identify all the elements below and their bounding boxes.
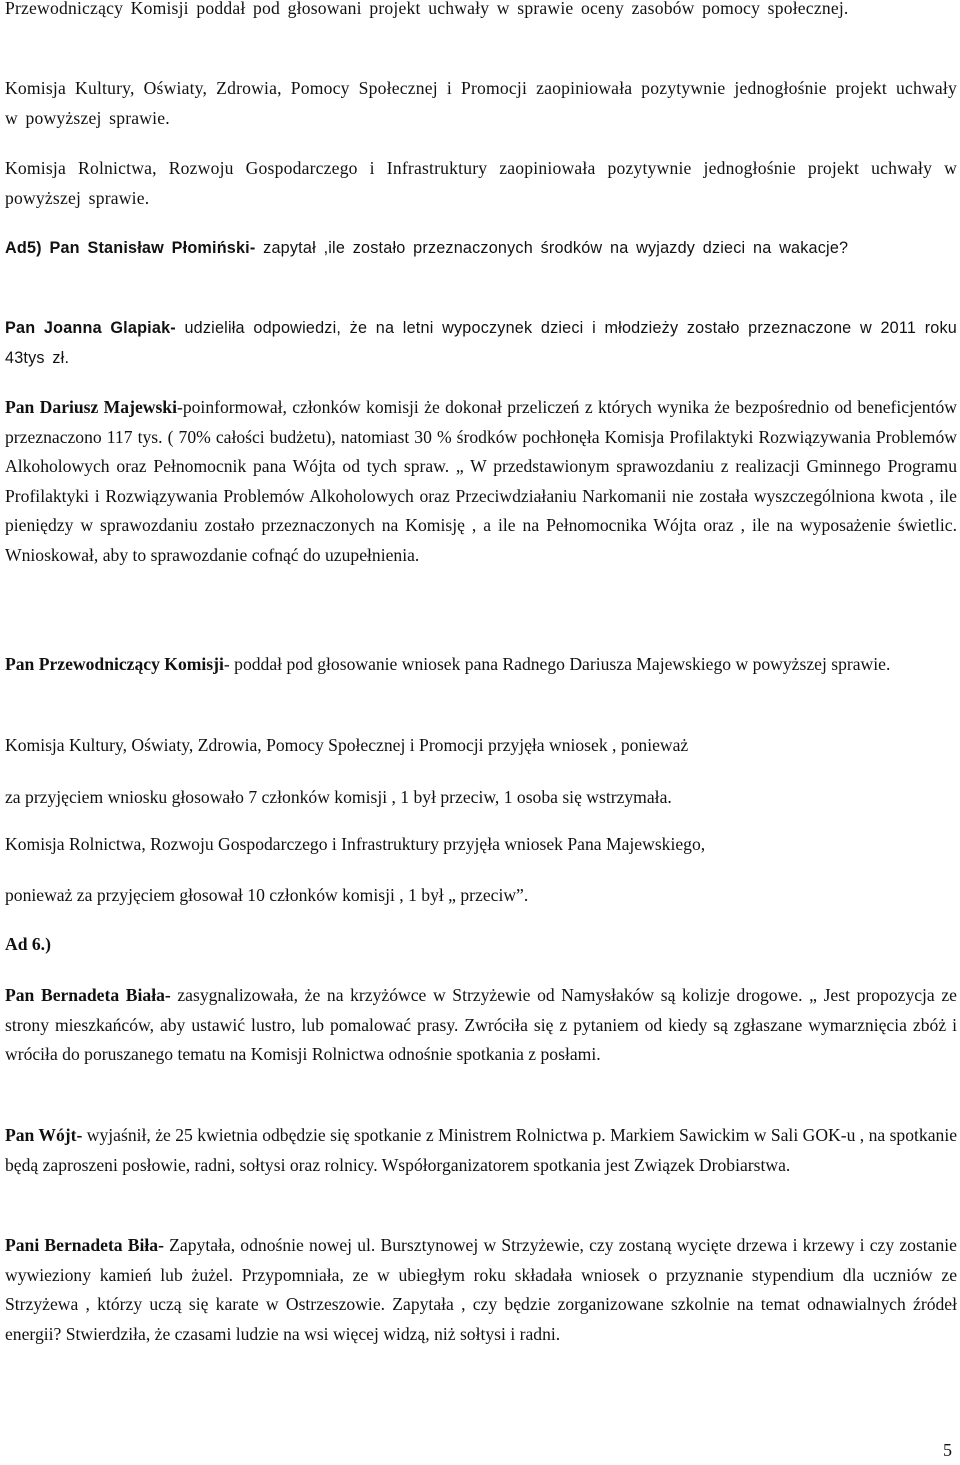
section-heading-ad6: Ad 6.) <box>5 934 51 954</box>
paragraph-culture-committee-opinion: Komisja Kultury, Oświaty, Zdrowia, Pomocy Społecznej i Promocji zaopiniowała pozytywnie jednogłośnie projekt uchwały w powyższej sprawie. <box>5 78 957 128</box>
paragraph-ad5-question: Ad5) Pan Stanisław Płomiński- zapytał ,ile zostało przeznaczonych środków na wyjazdy dzieci na wakacje? <box>5 239 849 257</box>
speaker-name: Pani Bernadeta Biła- <box>5 1235 164 1255</box>
paragraph-culture-committee-accepted: Komisja Kultury, Oświaty, Zdrowia, Pomocy Społecznej i Promocji przyjęła wniosek , ponieważ <box>5 735 689 755</box>
paragraph-glapiak-answer: Pan Joanna Glapiak- udzieliła odpowiedzi, że na letni wypoczynek dzieci i młodzieży zostało przeznaczone w 2011 roku 43tys zł. <box>5 319 957 367</box>
speaker-name: Pan Przewodniczący Komisji <box>5 654 224 674</box>
paragraph-vote-social-assistance: Przewodniczący Komisji poddał pod głosowani projekt uchwały w sprawie oceny zasobów pomocy społecznej. <box>5 0 849 18</box>
paragraph-wojt-explanation: Pan Wójt- wyjaśnił, że 25 kwietnia odbędzie się spotkanie z Ministrem Rolnictwa p. Markiem Sawickim w Sali GOK-u , na spotkanie będą zaproszeni posłowie, radni, sołtysi oraz rolnicy. Współorganizatorem spotkania jest Związek Drobiarstwa. <box>5 1125 958 1175</box>
page-number: 5 <box>943 1440 952 1460</box>
paragraph-agriculture-committee-accepted: Komisja Rolnictwa, Rozwoju Gospodarczego i Infrastruktury przyjęła wniosek Pana Majewskiego, <box>5 834 706 854</box>
paragraph-majewski-statement: Pan Dariusz Majewski-poinformował, członków komisji że dokonał przeliczeń z których wynika że bezpośrednio od beneficjentów przeznaczono 117 tys. ( 70% całości budżetu), natomiast 30 % środków pochłonęła Komisja Profilaktyki Rozwiązywania Problemów Alkoholowych oraz Pełnomocnik pana Wójta od tych spraw. „ W przedstawionym sprawozdaniu z realizacji Gminnego Programu Profilaktyki i Rozwiązywania Problemów Alkoholowych oraz Przeciwdziałaniu Narkomanii nie została wyszczególniona kwota , ile pieniędzy w sprawozdaniu zostało przeznaczonych na Komisję , a ile na Pełnomocnika Wójta oraz , ile na wyposażenie świetlic. Wnioskował, aby to sprawozdanie cofnąć do uzupełnienia. <box>5 397 957 565</box>
speaker-name: Pan Dariusz Majewski <box>5 397 177 417</box>
paragraph-agriculture-committee-opinion: Komisja Rolnictwa, Rozwoju Gospodarczego i Infrastruktury zaopiniowała pozytywnie jednogłośnie projekt uchwały w powyższej sprawie. <box>5 158 957 208</box>
speaker-name: Pan Wójt- <box>5 1125 83 1145</box>
paragraph-biala-statement: Pan Bernadeta Biała- zasygnalizowała, że na krzyżówce w Strzyżewie od Namysłaków są kolizje drogowe. „ Jest propozycja ze strony mieszkańców, aby ustawić lustro, lub pomalować prasy. Zwróciła się z pytaniem od kiedy są zgłaszane wymarznięcia zbóż i wróciła do poruszanego tematu na Komisji Rolnictwa odnośnie spotkania z posłami. <box>5 985 957 1064</box>
speaker-name: Pan Bernadeta Biała- <box>5 985 171 1005</box>
paragraph-bila-question: Pani Bernadeta Biła- Zapytała, odnośnie nowej ul. Bursztynowej w Strzyżewie, czy zostaną wycięte drzewa i krzewy i czy zostanie wywieziony kamień lub żużel. Przypomniała, ze w ubiegłym roku składała wniosek o przyznanie stypendium dla uczniów ze Strzyżewa , którzy uczą się karate w Ostrzeszowie. Zapytała , czy będzie zorganizowane szkolnie na temat odnawialnych źródeł energii? Stwierdziła, że czasami ludzie na wsi więcej widzą, niż sołtysi i radni. <box>5 1235 957 1344</box>
paragraph-agriculture-vote-result: ponieważ za przyjęciem głosował 10 członków komisji , 1 był „ przeciw”. <box>5 885 529 905</box>
speaker-name: Ad5) Pan Stanisław Płomiński- <box>5 239 256 257</box>
paragraph-culture-vote-result: za przyjęciem wniosku głosowało 7 członków komisji , 1 był przeciw, 1 osoba się wstrzymała. <box>5 787 672 807</box>
speaker-name: Pan Joanna Glapiak- <box>5 319 176 337</box>
paragraph-chairman-vote: Pan Przewodniczący Komisji- poddał pod głosowanie wniosek pana Radnego Dariusza Majewskiego w powyższej sprawie. <box>5 654 891 674</box>
